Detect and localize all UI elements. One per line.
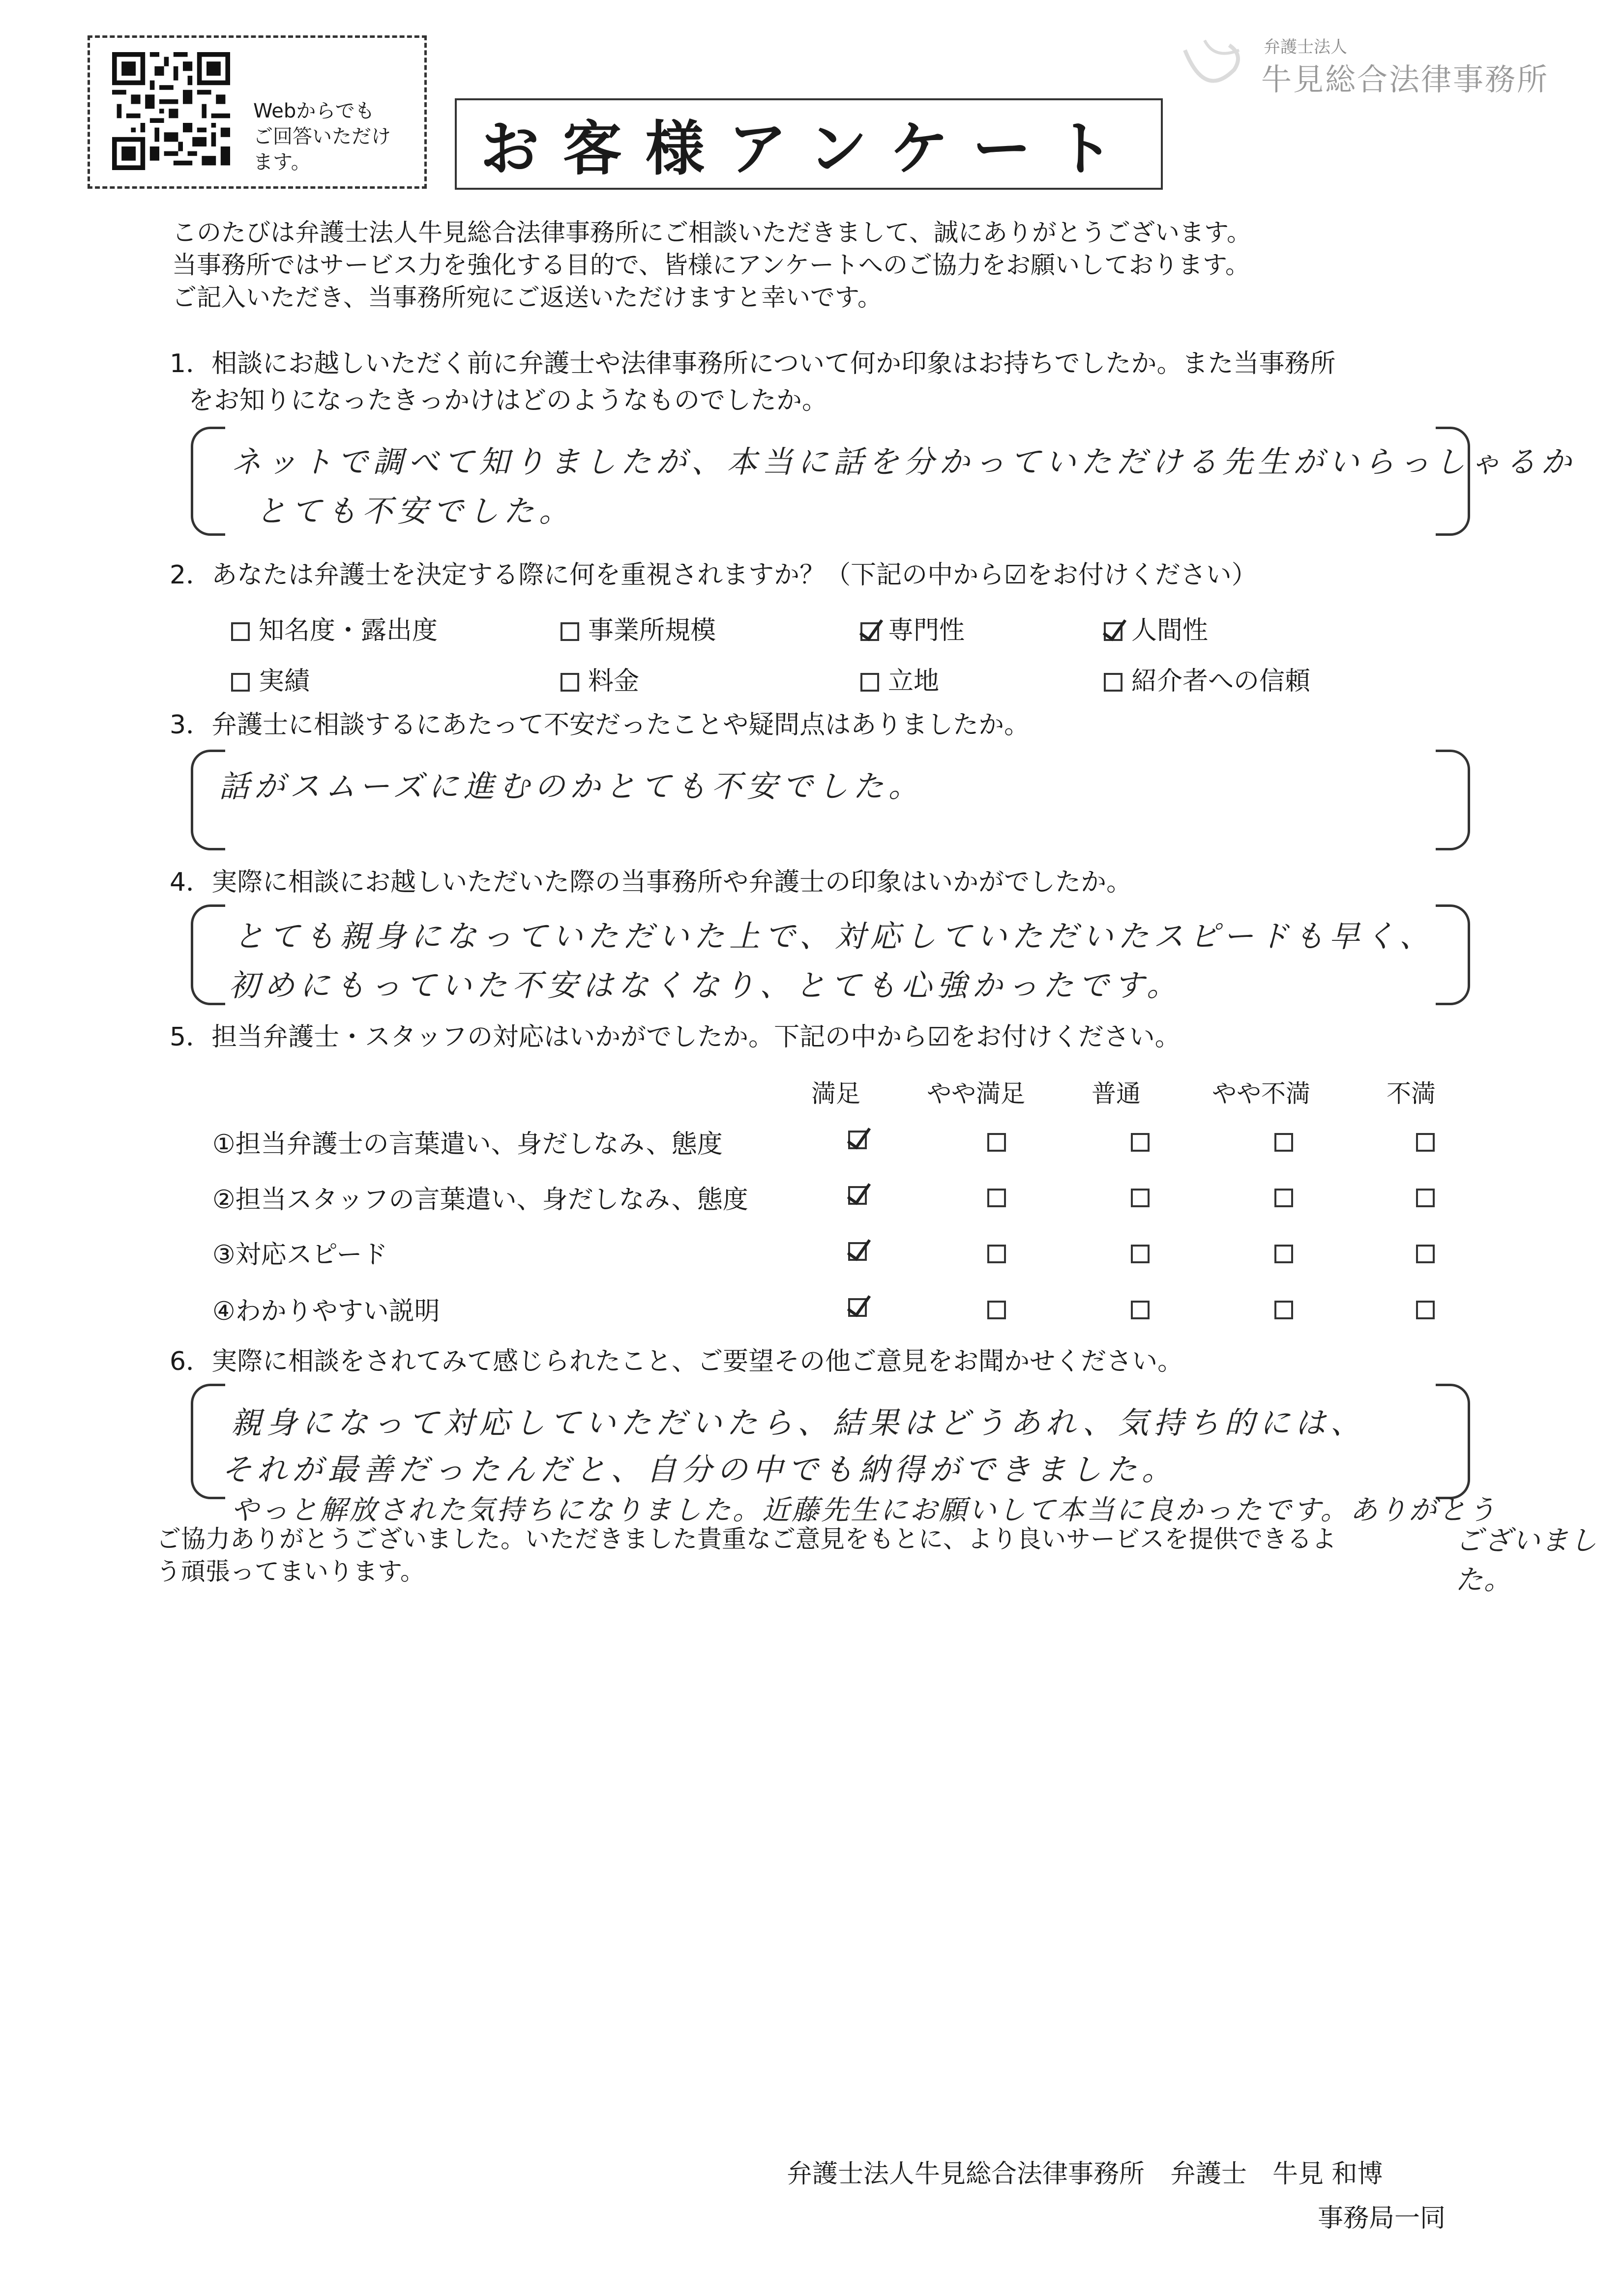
rating-checkbox[interactable] bbox=[987, 1245, 1006, 1263]
intro-line: ご記入いただき、当事務所宛にご返送いただけますと幸いです。 bbox=[172, 283, 882, 312]
option-name-recognition[interactable] bbox=[231, 610, 438, 646]
rating-checkbox-checked[interactable] bbox=[848, 1131, 867, 1149]
rating-row-staff-manner: ②担当スタッフの言葉遣い、身だしなみ、態度 bbox=[212, 1185, 748, 1215]
rating-row-explanation: ④わかりやすい説明 bbox=[212, 1297, 440, 1326]
answer-6-bracket-right bbox=[1436, 1384, 1470, 1499]
rating-checkbox[interactable] bbox=[1416, 1245, 1435, 1263]
logo-firm-type: 弁護士法人 bbox=[1264, 37, 1347, 57]
rating-checkbox-checked[interactable] bbox=[848, 1298, 867, 1317]
option-label: 専門性 bbox=[888, 616, 965, 645]
checkbox[interactable] bbox=[860, 673, 879, 692]
option-label: 事業所規模 bbox=[588, 616, 716, 645]
checkbox-checked[interactable] bbox=[1104, 622, 1122, 641]
rating-row-speed: ③対応スピード bbox=[212, 1240, 388, 1270]
page-title: お客様アンケート bbox=[480, 115, 1138, 183]
answer-1-line: とても不安でした。 bbox=[256, 493, 575, 529]
option-expertise[interactable] bbox=[860, 610, 965, 646]
column-dissatisfied: 不満 bbox=[1387, 1079, 1436, 1108]
rating-checkbox[interactable] bbox=[987, 1189, 1006, 1207]
checkbox[interactable] bbox=[231, 673, 250, 692]
column-satisfied: 満足 bbox=[811, 1079, 860, 1108]
checkbox[interactable] bbox=[561, 673, 579, 692]
answer-6-line: ございました。 bbox=[1455, 1525, 1598, 1596]
option-fee[interactable] bbox=[561, 660, 639, 697]
closing-text bbox=[156, 1523, 1336, 1588]
column-neutral: 普通 bbox=[1092, 1079, 1141, 1108]
option-label: 知名度・露出度 bbox=[259, 616, 438, 645]
answer-4-line: とても親身になっていただいた上で、対応していただいたスピードも早く、 bbox=[234, 918, 1435, 954]
question-5: 5．担当弁護士・スタッフの対応はいかがでしたか。下記の中から☑をお付けください。 bbox=[170, 1022, 1181, 1052]
option-personality[interactable] bbox=[1104, 610, 1208, 646]
answer-3-bracket-right bbox=[1436, 750, 1470, 850]
rating-row-lawyer-manner: ①担当弁護士の言葉遣い、身だしなみ、態度 bbox=[212, 1130, 723, 1159]
rating-checkbox[interactable] bbox=[987, 1301, 1006, 1319]
rating-checkbox[interactable] bbox=[1131, 1301, 1150, 1319]
checkbox[interactable] bbox=[231, 622, 250, 641]
closing-line: う頑張ってまいります。 bbox=[156, 1557, 425, 1586]
rating-checkbox-checked[interactable] bbox=[848, 1242, 867, 1261]
answer-6-line: それが最善だったんだと、自分の中でも納得ができました。 bbox=[221, 1452, 1178, 1487]
column-somewhat-satisfied: やや満足 bbox=[927, 1079, 1025, 1108]
rating-checkbox[interactable] bbox=[1416, 1133, 1435, 1152]
answer-6-bracket-left bbox=[191, 1384, 225, 1499]
answer-6-line: やっと解放された気持ちになりました。近藤先生にお願いして本当に良かったです。ありがとう bbox=[231, 1494, 1498, 1526]
option-location[interactable] bbox=[860, 660, 939, 697]
answer-4-line: 初めにもっていた不安はなくなり、とても心強かったです。 bbox=[229, 967, 1182, 1003]
title-box bbox=[455, 98, 1163, 190]
logo-firm-name: 牛見総合法律事務所 bbox=[1261, 61, 1549, 97]
option-label: 実績 bbox=[259, 667, 310, 696]
rating-checkbox[interactable] bbox=[1416, 1189, 1435, 1207]
intro-text bbox=[172, 216, 1251, 314]
question-4: 4．実際に相談にお越しいただいた際の当事務所や弁護士の印象はいかがでしたか。 bbox=[170, 868, 1132, 897]
checkbox[interactable] bbox=[1104, 673, 1122, 692]
rating-checkbox[interactable] bbox=[1416, 1301, 1435, 1319]
rating-checkbox[interactable] bbox=[1274, 1133, 1293, 1152]
rating-checkbox[interactable] bbox=[1274, 1301, 1293, 1319]
option-referral-trust[interactable] bbox=[1104, 660, 1310, 697]
checkbox[interactable] bbox=[561, 622, 579, 641]
column-somewhat-dissatisfied: やや不満 bbox=[1212, 1079, 1310, 1108]
question-2: 2．あなたは弁護士を決定する際に何を重視されますか？（下記の中から☑をお付けください） bbox=[170, 560, 1257, 590]
option-label: 料金 bbox=[588, 667, 640, 696]
intro-line: このたびは弁護士法人牛見総合法律事務所にご相談いただきまして、誠にありがとうございます。 bbox=[172, 218, 1251, 247]
answer-4-bracket-right bbox=[1436, 904, 1470, 1005]
question-6: 6．実際に相談をされてみて感じられたこと、ご要望その他ご意見をお聞かせください。 bbox=[170, 1347, 1183, 1376]
question-1-cont: をお知りになったきっかけはどのようなものでしたか。 bbox=[188, 386, 828, 415]
option-label: 紹介者への信頼 bbox=[1131, 667, 1311, 696]
rating-checkbox[interactable] bbox=[1131, 1133, 1150, 1152]
option-track-record[interactable] bbox=[231, 660, 310, 697]
rating-checkbox[interactable] bbox=[1131, 1245, 1150, 1263]
option-firm-size[interactable] bbox=[561, 610, 716, 646]
signature-office: 事務局一同 bbox=[1318, 2204, 1446, 2233]
question-1: 1．相談にお越しいただく前に弁護士や法律事務所について何か印象はお持ちでしたか。また当事務所 bbox=[170, 349, 1336, 378]
rating-checkbox[interactable] bbox=[1131, 1189, 1150, 1207]
checkbox-checked[interactable] bbox=[860, 622, 879, 641]
qr-code-icon[interactable] bbox=[112, 52, 230, 170]
rating-checkbox[interactable] bbox=[1274, 1245, 1293, 1263]
signature-firm-lawyer: 弁護士法人牛見総合法律事務所 弁護士 牛見 和博 bbox=[787, 2159, 1383, 2189]
rating-checkbox[interactable] bbox=[1274, 1189, 1293, 1207]
answer-4-bracket-left bbox=[191, 904, 225, 1005]
answer-6-line: 親身になって対応していただいたら、結果はどうあれ、気持ち的には、 bbox=[231, 1405, 1366, 1441]
closing-line: ご協力ありがとうございました。いただきました貴重なご意見をもとに、より良いサービスを提供できるよ bbox=[156, 1525, 1336, 1553]
answer-1-line: ネットで調べて知りましたが、本当に話を分かっていただける先生がいらっしゃるか bbox=[231, 444, 1577, 480]
answer-3-line: 話がスムーズに進むのかとても不安でした。 bbox=[219, 768, 924, 804]
intro-line: 当事務所ではサービス力を強化する目的で、皆様にアンケートへのご協力をお願いしております。 bbox=[172, 251, 1250, 279]
rating-checkbox-checked[interactable] bbox=[848, 1186, 867, 1205]
option-label: 立地 bbox=[888, 667, 940, 696]
answer-1-bracket-left bbox=[191, 427, 225, 536]
rating-checkbox[interactable] bbox=[987, 1133, 1006, 1152]
question-3: 3．弁護士に相談するにあたって不安だったことや疑問点はありましたか。 bbox=[170, 710, 1030, 740]
qr-caption: Webからでも ご回答いただけ ます。 bbox=[253, 100, 391, 174]
option-label: 人間性 bbox=[1131, 616, 1209, 645]
